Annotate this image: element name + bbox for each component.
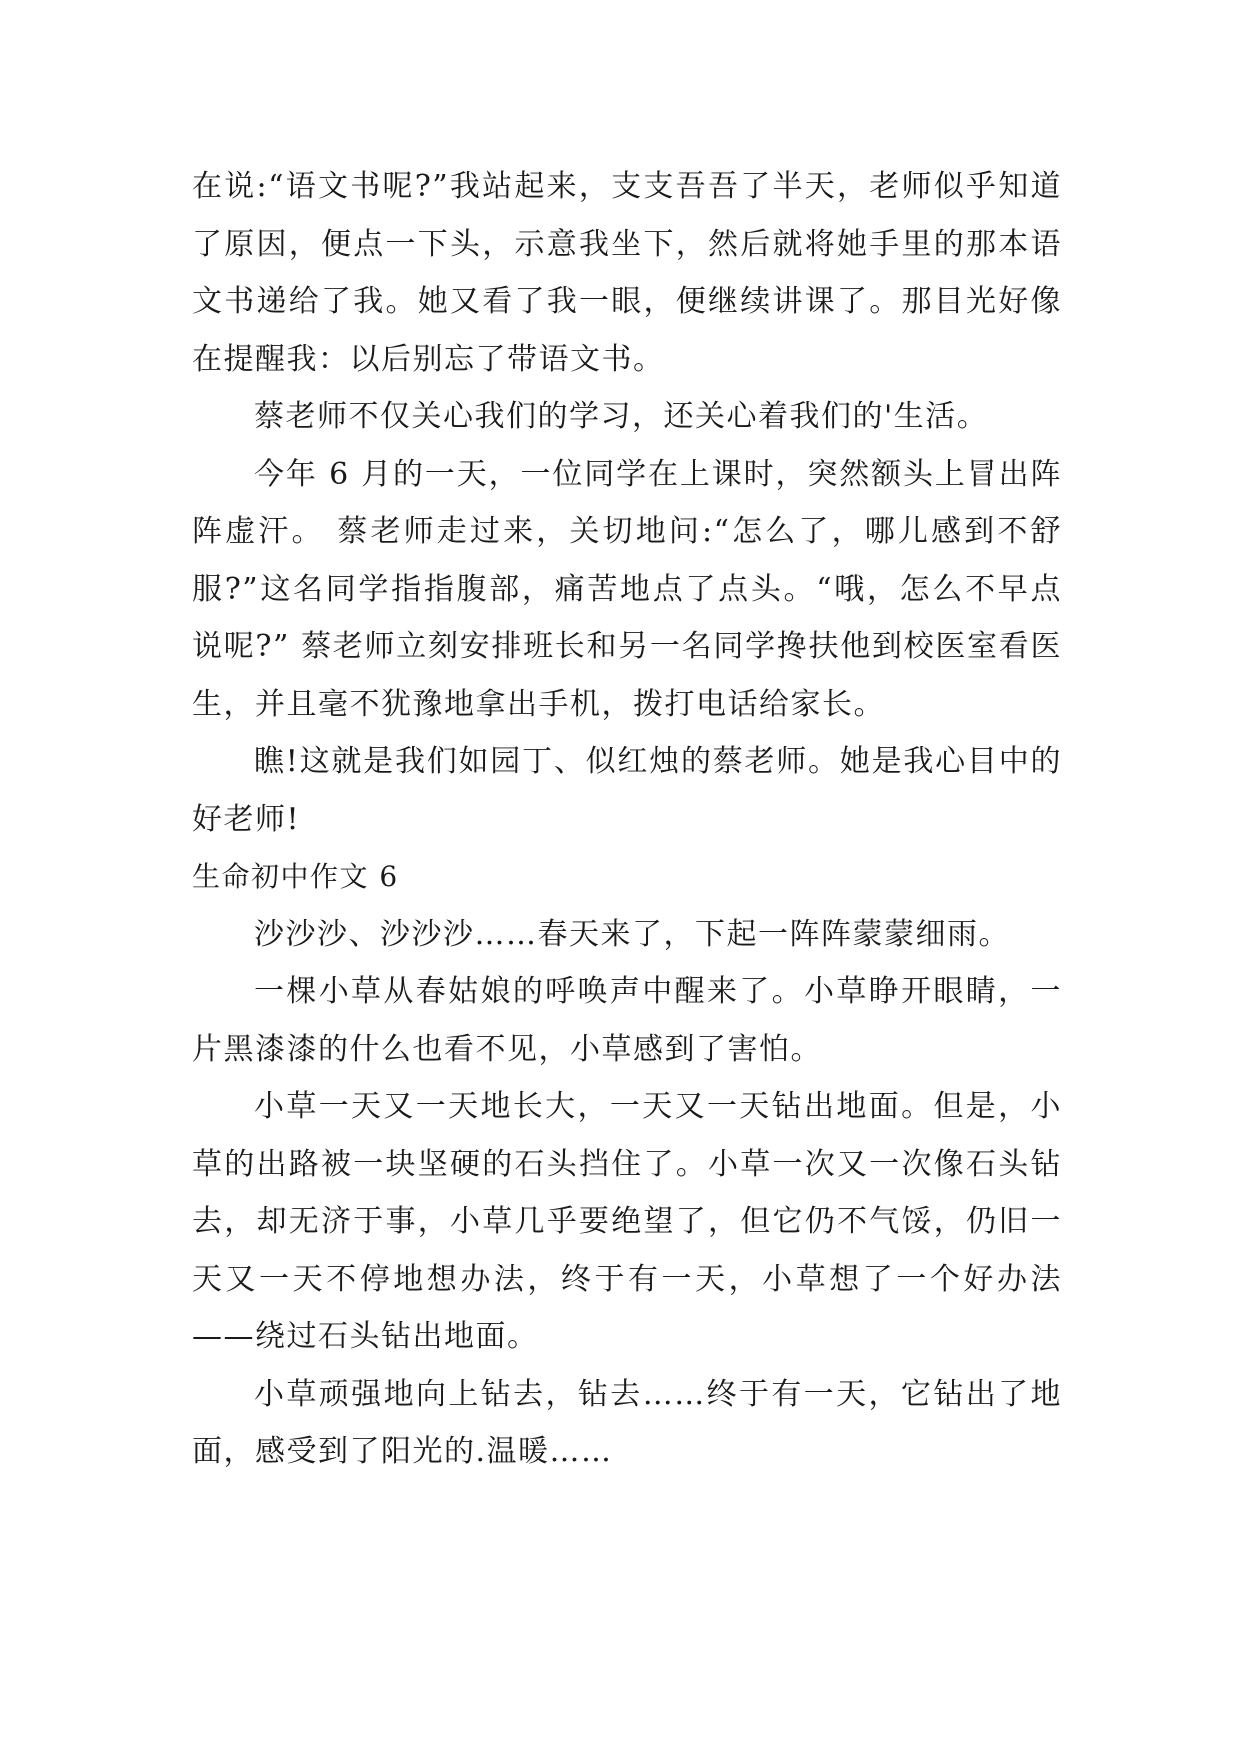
paragraph-1: 在说:“语文书呢?”我站起来，支支吾吾了半天，老师似乎知道了原因，便点一下头，示意我坐下，然后就将她手里的那本语文书递给了我。她又看了我一眼，便继续讲课了。那目光好像在提醒我：以后别忘了带语文书。 — [192, 169, 1062, 377]
section-title: 生命初中作文 6 — [192, 860, 399, 893]
paragraph-5: 沙沙沙、沙沙沙……春天来了，下起一阵阵蒙蒙细雨。 — [254, 916, 1010, 952]
paragraph-3: 今年 6 月的一天，一位同学在上课时，突然额头上冒出阵阵虚汗。 蔡老师走过来，关切地问:“怎么了，哪儿感到不舒服?”这名同学指指腹部，痛苦地点了点头。“哦，怎么不早点说呢?” 蔡老师立刻安排班长和另一名同学搀扶他到校医室看医生，并且毫不犹豫地拿出手机，拨打电话给家长。 — [192, 456, 1062, 722]
paragraph-7: 小草一天又一天地长大，一天又一天钻出地面。但是，小草的出路被一块坚硬的石头挡住了。小草一次又一次像石头钻去，却无济于事，小草几乎要绝望了，但它仍不气馁，仍旧一天又一天不停地想办法，终于有一天，小草想了一个好办法——绕过石头钻出地面。 — [192, 1089, 1062, 1354]
paragraph-4: 瞧!这就是我们如园丁、似红烛的蔡老师。她是我心目中的好老师! — [192, 744, 1062, 837]
document-body — [192, 158, 1062, 1481]
paragraph-6: 一棵小草从春姑娘的呼唤声中醒来了。小草睁开眼睛，一片黑漆漆的什么也看不见，小草感到了害怕。 — [192, 974, 1062, 1067]
paragraph-2: 蔡老师不仅关心我们的学习，还关心着我们的'生活。 — [254, 399, 989, 434]
paragraph-8: 小草顽强地向上钻去，钻去……终于有一天，它钻出了地面，感受到了阳光的.温暖…… — [192, 1376, 1062, 1469]
